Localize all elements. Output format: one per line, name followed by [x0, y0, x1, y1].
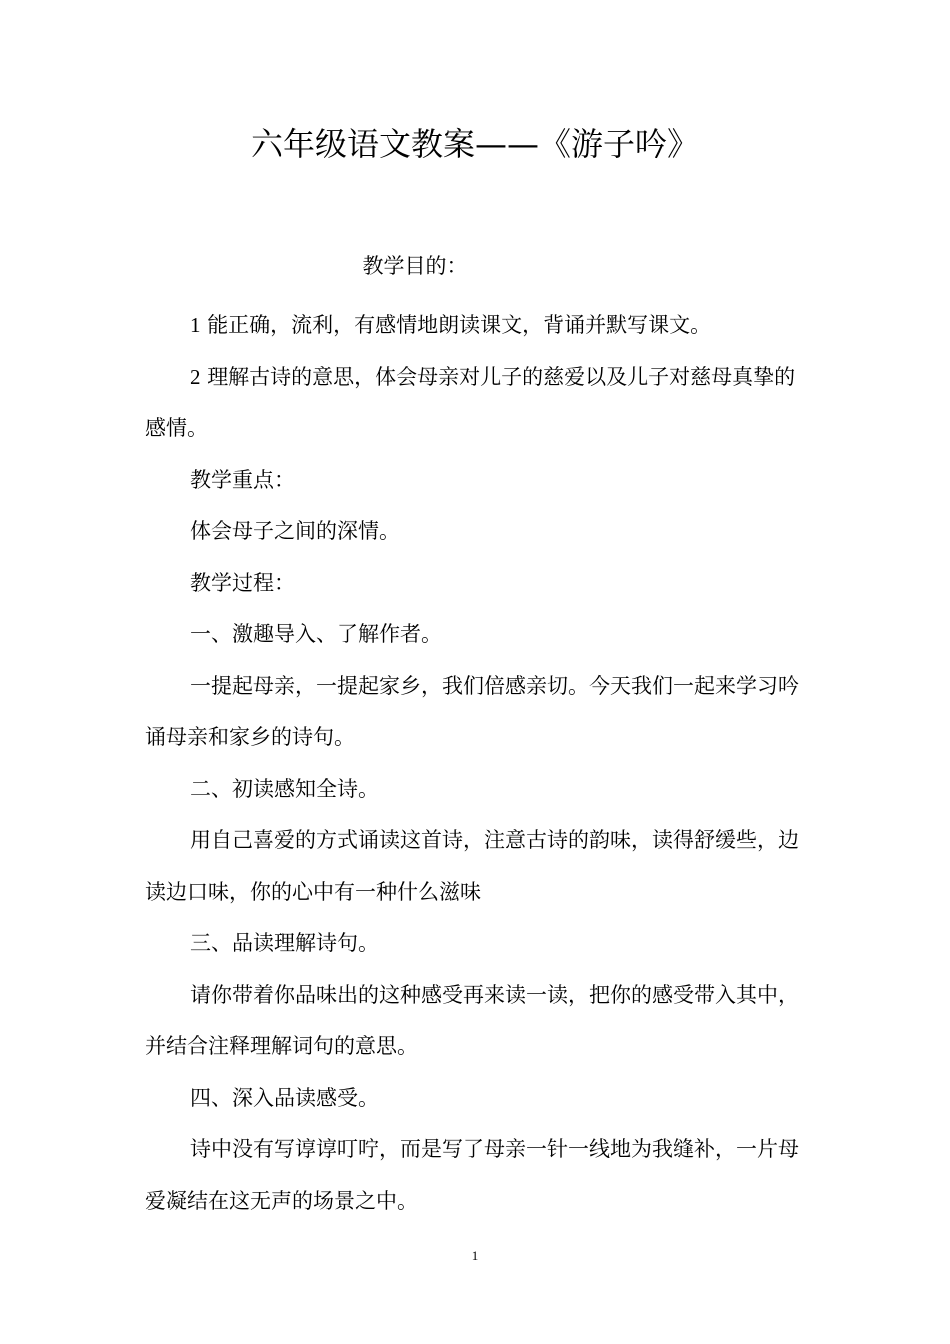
document-body: [145, 300, 800, 1227]
section-paragraph-4: 诗中没有写谆谆叮咛，而是写了母亲一针一线地为我缝补，一片母爱凝结在这无声的场景之中。: [145, 1137, 799, 1213]
section-heading-3: 三、品读理解诗句。: [190, 931, 379, 955]
document-title: 六年级语文教案——《游子吟》: [250, 125, 699, 163]
key-points-text: 体会母子之间的深情。: [190, 519, 400, 543]
objective-number: 2: [190, 364, 201, 389]
section-paragraph-1: 一提起母亲，一提起家乡，我们倍感亲切。今天我们一起来学习吟诵母亲和家乡的诗句。: [145, 673, 799, 749]
objective-1: [145, 300, 800, 352]
section-heading-4: 四、深入品读感受。: [190, 1085, 379, 1110]
objective-2: [145, 352, 800, 455]
section-heading-1: 一、激趣导入、了解作者。: [190, 622, 442, 646]
section-heading-2: 二、初读感知全诗。: [190, 776, 379, 801]
process-heading: 教学过程：: [190, 570, 295, 595]
objective-text: 能正确，流利，有感情地朗读课文，背诵并默写课文。: [207, 313, 712, 337]
objective-text: 理解古诗的意思，体会母亲对儿子的慈爱以及儿子对慈母真挚的感情。: [145, 364, 796, 440]
objective-number: 1: [190, 313, 201, 337]
key-points-heading: 教学重点：: [190, 467, 295, 492]
objectives-heading: 教学目的：: [362, 254, 468, 278]
page-number: 1: [471, 1248, 479, 1263]
section-paragraph-3: 请你带着你品味出的这种感受再来读一读，把你的感受带入其中，并结合注释理解词句的意思。: [145, 982, 799, 1058]
section-paragraph-2: 用自己喜爱的方式诵读这首诗，注意古诗的韵味，读得舒缓些，边读边口味，你的心中有一种什么滋味: [145, 828, 799, 904]
